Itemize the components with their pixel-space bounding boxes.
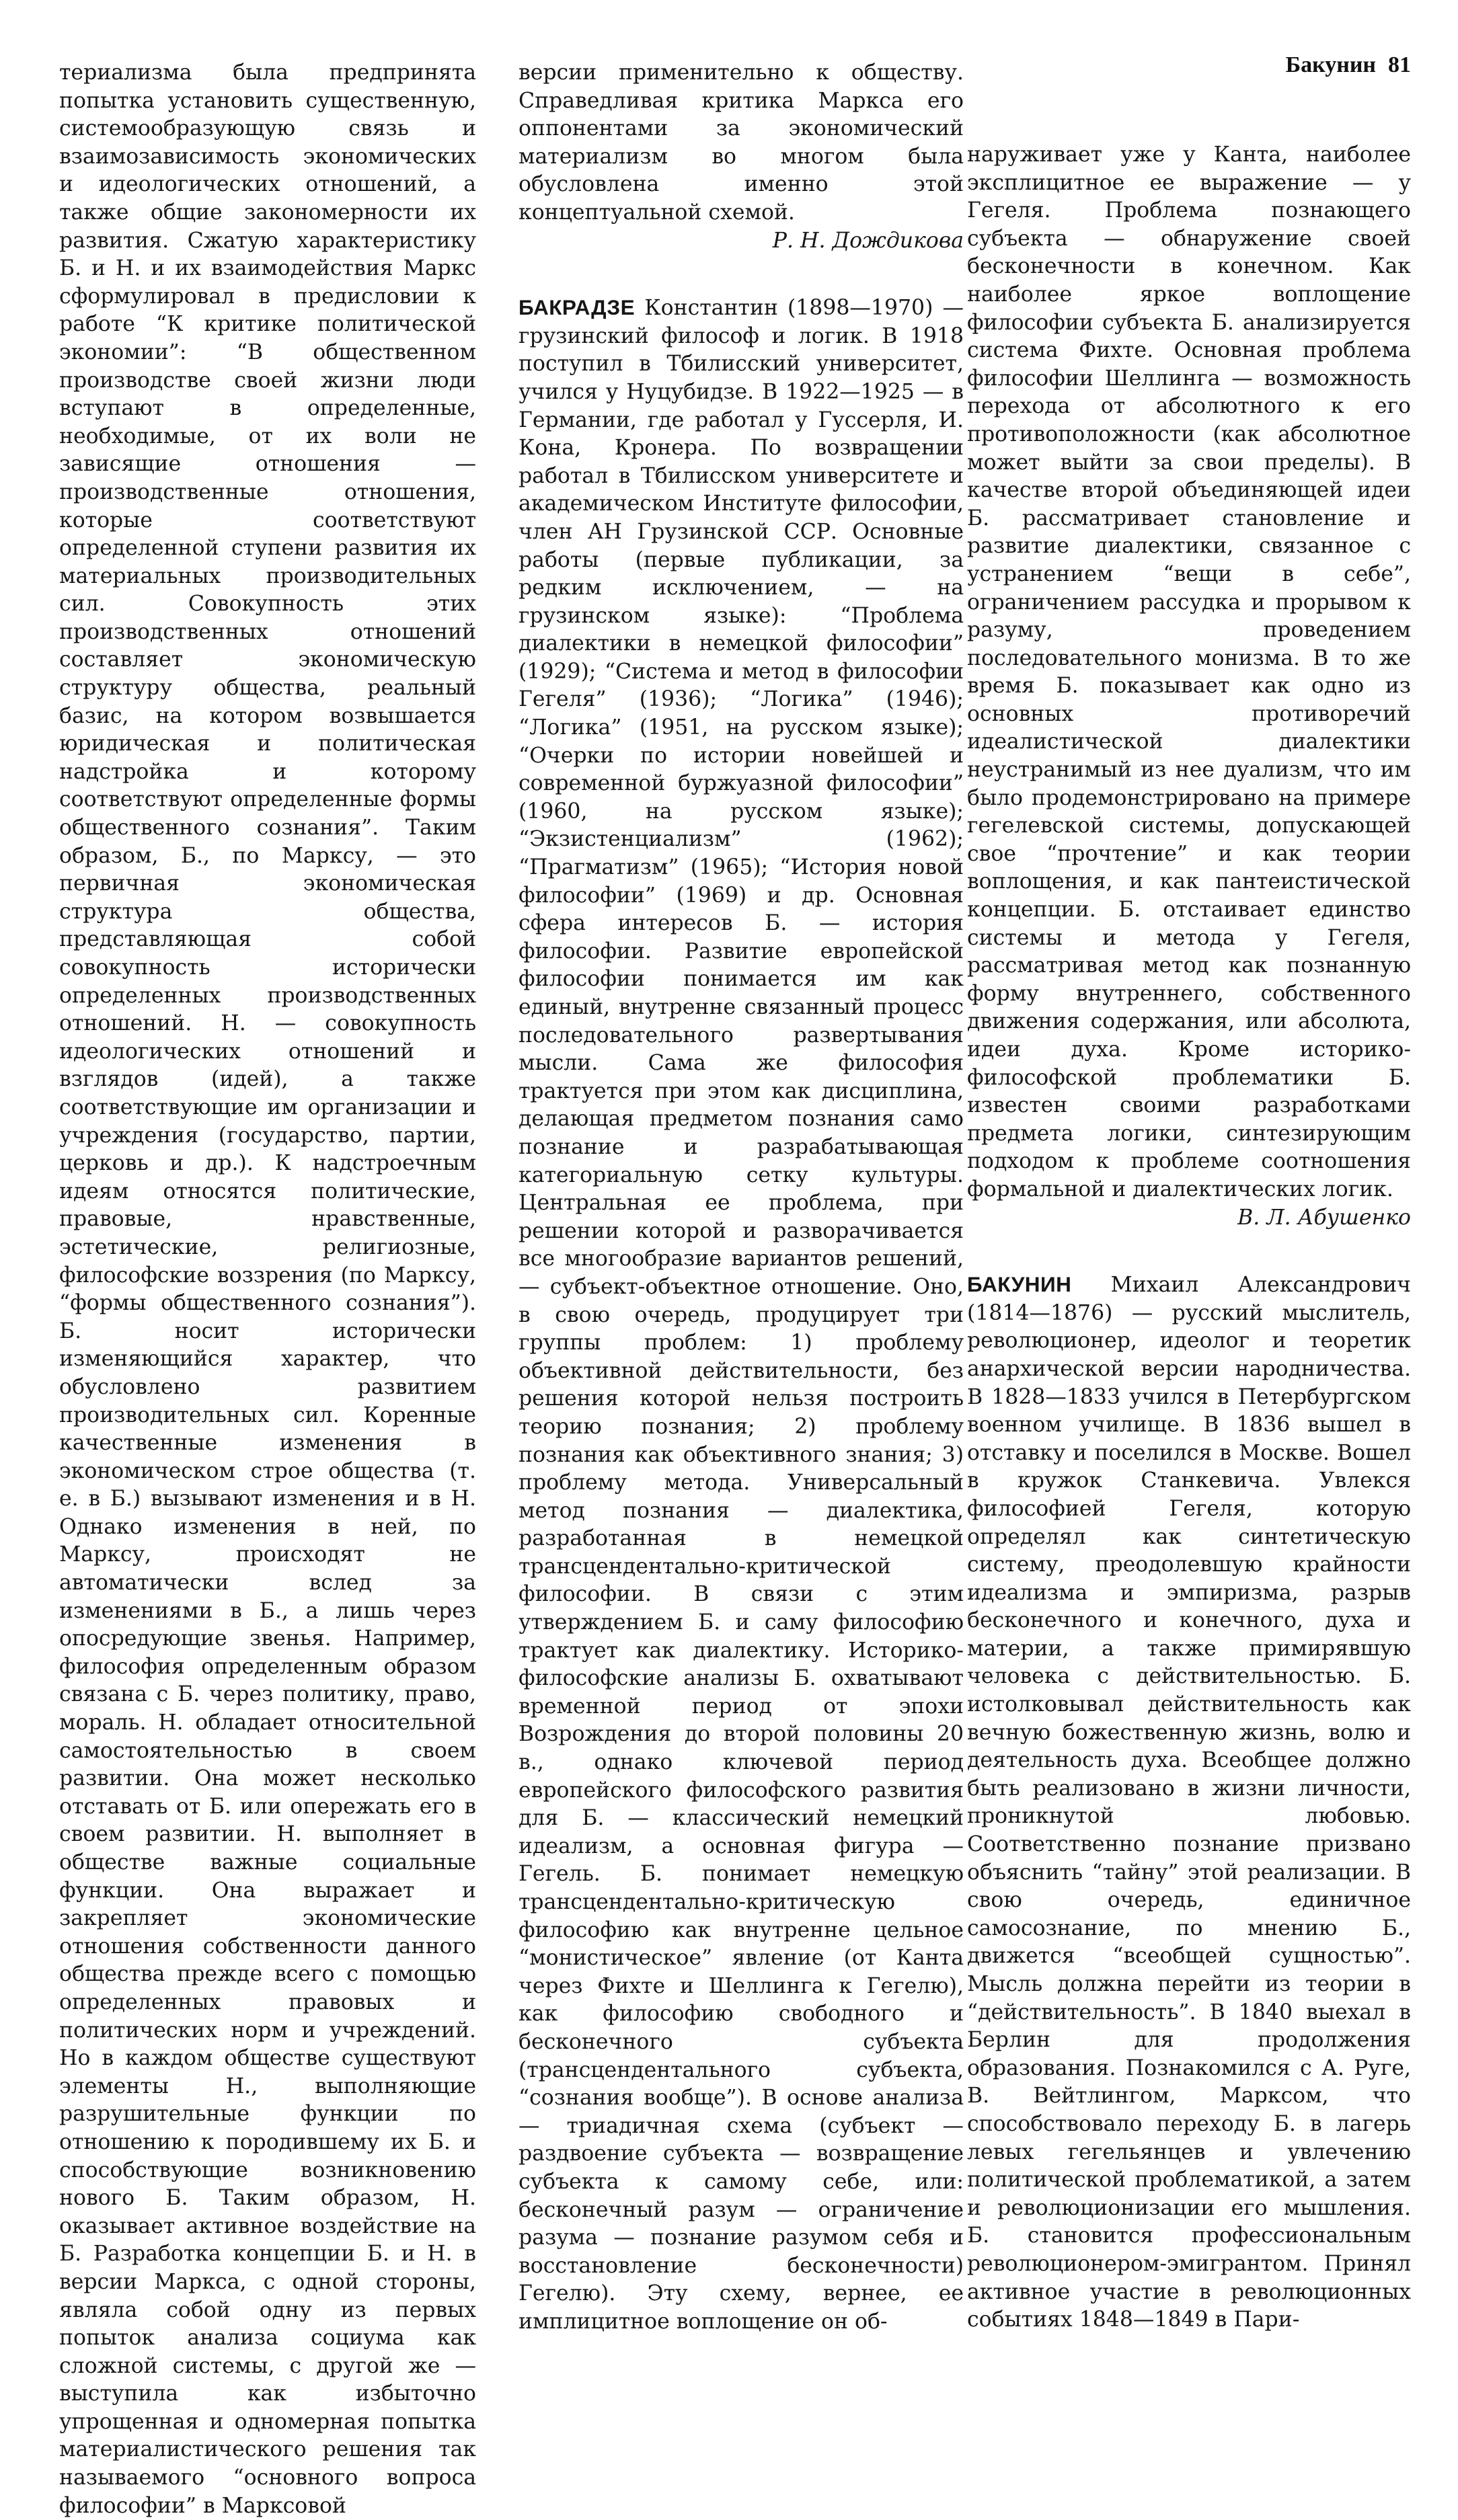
column-left bbox=[59, 59, 476, 2520]
article-author: В. Л. Абушенко bbox=[1237, 1205, 1411, 1230]
column-right bbox=[967, 141, 1411, 2334]
entry-headword: БАКРАДЗЕ bbox=[519, 295, 636, 320]
page-number: 81 bbox=[1388, 52, 1411, 77]
entry-separator bbox=[519, 255, 964, 294]
article-text-continued: наруживает уже у Канта, наиболее эксплицитное ее выражение — у Гегеля. Проблема познающего субъекта — обнаружение своей бесконечности в конечном. Как наиболее яркое воплощение философии субъекта Б. анализируется система Фихте. Основная проблема философии Шеллинга — возможность перехода от абсолютного к его противоположности (как абсолютное может выйти за свои пределы). В качестве второй объединяющей идеи Б. рассматривает становление и развитие диалектики, связанное с устранением “вещи в себе”, ограничением рассудка и прорывом к разуму, проведением последовательного монизма. В то же время Б. показывает как одно из основных противоречий идеалистической диалектики неустранимый из нее дуализм, что им было продемонстрировано на примере гегелевской системы, допускающей свое “прочтение” и как теории воплощения, и как пантеистической концепции. Б. отстаивает единство системы и метода у Гегеля, рассматривая метод как познанную форму внутреннего, собственного движения содержания, или абсолюта, идеи духа. Кроме историко-философской проблематики Б. известен своими разработками предмета логики, синтезирующим подходом к проблеме соотношения формальной и диалектических логик. bbox=[967, 143, 1411, 1202]
running-title: Бакунин bbox=[1285, 52, 1376, 77]
entry-separator bbox=[967, 1232, 1411, 1271]
entry-bakunin bbox=[967, 1271, 1411, 2334]
article-text-continued: териализма была предпринята попытка установить существенную, системообразующую связь и взаимозависимость экономических и идеологических отношений, а также общие закономерности их развития. Сжатую характеристику Б. и Н. и их взаимодействия Маркс сформулировал в предисловии к работе “К критике политической экономии”: “В общественном производстве своей жизни люди вступают в определенные, необходимые, от их воли не зависящие отношения — производственные отношения, которые соответствуют определенной ступени развития их материальных производительных сил. Совокупность этих производственных отношений составляет экономическую структуру общества, реальный базис, на котором возвышается юридическая и политическая надстройка и которому соответствуют определенные формы общественного сознания”. Таким образом, Б., по Марксу, — это первичная экономическая структура общества, представляющая собой совокупность исторически определенных производственных отношений. Н. — совокупность идеологических отношений и взглядов (идей), а также соответствующие им организации и учреждения (государство, партии, церковь и др.). К надстроечным идеям относятся политические, правовые, нравственные, эстетические, религиозные, философские воззрения (по Марксу, “формы общественного сознания”). Б. носит исторически изменяющийся характер, что обусловлено развитием производительных сил. Коренные качественные изменения в экономическом строе общества (т. е. в Б.) вызывают изменения и в Н. Однако изменения в ней, по Марксу, происходят не автоматически вслед за изменениями в Б., а лишь через опосредующие звенья. Например, философия определенным образом связана с Б. через политику, право, мораль. Н. обладает относительной самостоятельностью в своем развитии. Она может несколько отставать от Б. или опережать его в своем развитии. Н. выполняет в обществе важные социальные функции. Она выражает и закрепляет экономические отношения собственности данного общества прежде всего с помощью определенных правовых и политических норм и учреждений. Но в каждом обществе существуют элементы Н., выполняющие разрушительные функции по отношению к породившему их Б. и способствующие возникновению нового Б. Таким образом, Н. оказывает активное воздействие на Б. Разработка концепции Б. и Н. в версии Маркса, с одной стороны, являла собой одну из первых попыток анализа социума как сложной системы, с другой же — выступила как избыточно упрощенная и одномерная попытка материалистического решения так называемого “основного вопроса философии” в Марксовой bbox=[59, 61, 476, 2518]
entry-body: Михаил Александрович (1814—1876) — русский мыслитель, революционер, идеолог и теоретик анархической версии народничества. В 1828—1833 учился в Петербургском военном училище. В 1836 вышел в отставку и поселился в Москве. Вошел в кружок Станкевича. Увлекся философией Гегеля, которую определял как синтетическую систему, преодолевшую крайности идеализма и эмпиризма, разрыв бесконечного и конечного, духа и материи, а также примирявшую человека с действительностью. Б. истолковывал действительность как вечную божественную жизнь, волю и деятельность духа. Всеобщее должно быть реализовано в жизни личности, проникнутой любовью. Соответственно познание призвано объяснить “тайну” этой реализации. В свою очередь, единичное самосознание, по мнению Б., движется “всеобщей сущностью”. Мысль должна перейти из теории в “действительность”. В 1840 выехал в Берлин для продолжения образования. Познакомился с А. Руге, В. Вейтлингом, Марксом, что способствовало переходу Б. в лагерь левых гегельянцев и увлечению политической проблематикой, а затем и революционизации его мышления. Б. становится профессиональным революционером-эмигрантом. Принял активное участие в революционных событиях 1848—1849 в Пари- bbox=[967, 1273, 1411, 2332]
entry-bakradze bbox=[519, 294, 964, 2336]
article-author: Р. Н. Дождикова bbox=[772, 228, 964, 253]
entry-body: Константин (1898—1970) — грузинский философ и логик. В 1918 поступил в Тбилисский университет, учился у Нуцубидзе. В 1922—1925 — в Германии, где работал у Гуссерля, И. Кона, Кронера. По возвращении работал в Тбилисском университете и академическом Институте философии, член АН Грузинской ССР. Основные работы (первые публикации, за редким исключением, — на грузинском языке): “Проблема диалектики в немецкой философии” (1929); “Система и метод в философии Гегеля” (1936); “Логика” (1946); “Логика” (1951, на русском языке); “Очерки по истории новейшей и современной буржуазной философии” (1960, на русском языке); “Экзистенциализм” (1962); “Прагматизм” (1965); “История новой философии” (1969) и др. Основная сфера интересов Б. — история философии. Развитие европейской философии понимается им как единый, внутренне связанный процесс последовательного развертывания мысли. Сама же философия трактуется при этом как дисциплина, делающая предметом познания само познание и разрабатывающая категориальную сетку культуры. Центральная ее проблема, при решении которой и разворачивается все многообразие вариантов решений, — субъект-объектное отношение. Оно, в свою очередь, продуцирует три группы проблем: 1) проблему объективной действительности, без решения которой нельзя построить теорию познания; 2) проблему познания как объективного знания; 3) проблему метода. Универсальный метод познания — диалектика, разработанная в немецкой трансцендентально-критической философии. В связи с этим утверждением Б. и саму философию трактует как диалектику. Историко-философские анализы Б. охватывают временной период от эпохи Возрождения до второй половины 20 в., однако ключевой период европейского философского развития для Б. — классический немецкий идеализм, а основная фигура — Гегель. Б. понимает немецкую трансцендентально-критическую философию как внутренне цельное “монистическое” явление (от Канта через Фихте и Шеллинга к Гегелю), как философию свободного и бесконечного субъекта (трансцендентального субъекта, “сознания вообще”). В основе анализа — триадичная схема (субъект — раздвоение субъекта — возвращение субъекта к самому себе, или: бесконечный разум — ограничение разума — познание разумом себя и восстановление бесконечности) Гегелю). Эту схему, вернее, ее имплицитное воплощение он об- bbox=[519, 296, 964, 2334]
article-text-continued: версии применительно к обществу. Справедливая критика Маркса его оппонентами за экономический материализм во многом была обусловлена именно этой концептуальной схемой. bbox=[519, 61, 964, 225]
column-middle bbox=[519, 59, 964, 2336]
entry-headword: БАКУНИН bbox=[967, 1272, 1072, 1297]
running-header bbox=[1286, 52, 1411, 78]
